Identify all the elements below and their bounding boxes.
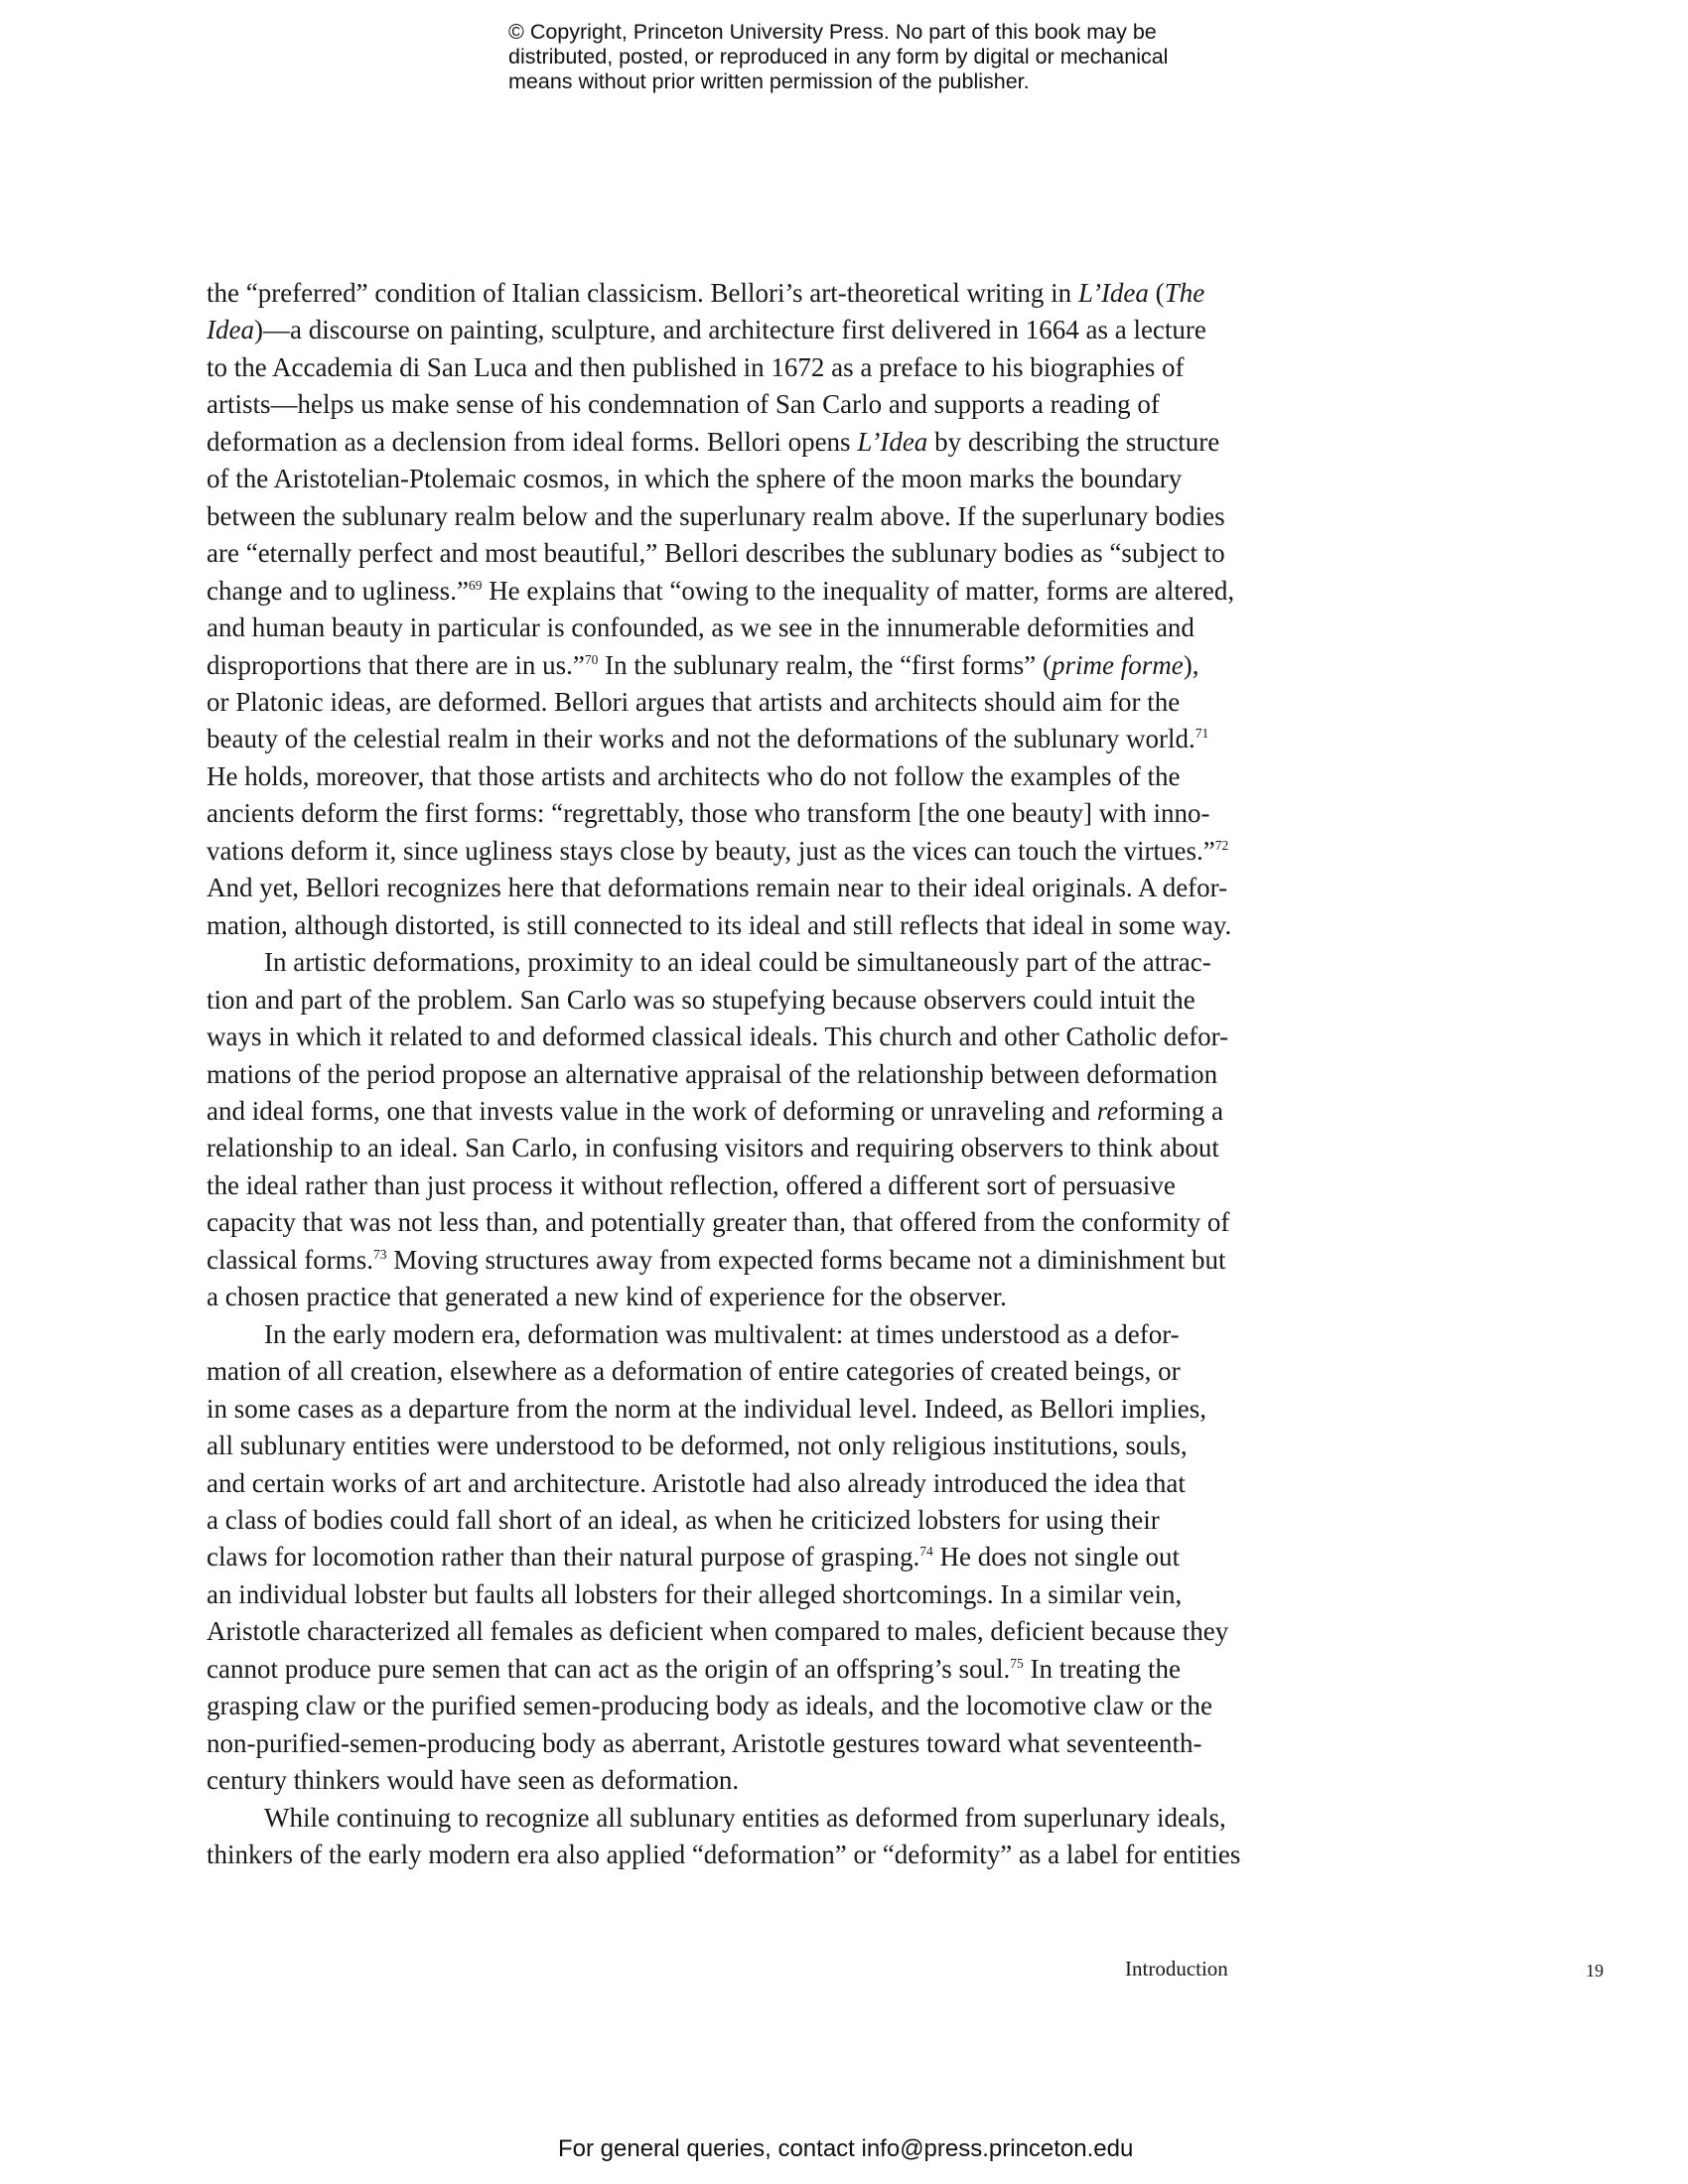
text-line [207, 721, 1259, 757]
text-line [207, 982, 1259, 1019]
text-run: non-purified-semen-producing body as aberrant, Aristotle gestures toward what seventeenth- [207, 1727, 1202, 1758]
text-run: and ideal forms, one that invests value in the work of deforming or unraveling and [207, 1095, 1097, 1126]
text-run: between the sublunary realm below and the superlunary realm above. If the superlunary bodies [207, 500, 1225, 531]
copyright-line: means without prior written permission of the publisher. [508, 69, 1030, 93]
text-line [207, 1204, 1259, 1241]
text-line [207, 1130, 1259, 1166]
text-line [207, 1762, 1259, 1799]
text-run: He explains that “owing to the inequality of matter, forms are altered, [482, 575, 1235, 606]
paragraph-first-line [207, 944, 1259, 981]
text-run: change and to ugliness.” [207, 575, 469, 606]
text-run: beauty of the celestial realm in their works and not the deformations of the sublunary world. [207, 724, 1196, 754]
footnote-reference: 73 [372, 1246, 387, 1262]
text-line [207, 1019, 1259, 1055]
text-line [207, 758, 1259, 795]
text-line [207, 1651, 1259, 1688]
copyright-line: distributed, posted, or reproduced in any form by digital or mechanical [508, 45, 1169, 68]
text-run: mations of the period propose an alternative appraisal of the relationship between deformation [207, 1058, 1218, 1089]
text-run: in some cases as a departure from the norm at the individual level. Indeed, as Bellori implies, [207, 1393, 1206, 1424]
text-run: are “eternally perfect and most beautiful,” Bellori describes the sublunary bodies as “subject to [207, 538, 1225, 569]
text-line [207, 1093, 1259, 1130]
text-run: artists—helps us make sense of his condemnation of San Carlo and supports a reading of [207, 389, 1160, 420]
text-run: or Platonic ideas, are deformed. Bellori argues that artists and architects should aim for the [207, 686, 1181, 717]
text-run: and certain works of art and architecture. Aristotle had also already introduced the idea that [207, 1467, 1186, 1498]
text-run: disproportions that there are in us.” [207, 649, 585, 680]
text-run: In treating the [1023, 1653, 1181, 1684]
text-run: mation, although distorted, is still connected to its ideal and still reflects that ideal in some way. [207, 909, 1232, 940]
italic-text: L’Idea [857, 426, 928, 457]
text-run: cannot produce pure semen that can act as the origin of an offspring’s soul. [207, 1653, 1011, 1684]
text-run: Aristotle characterized all females as deficient when compared to males, deficient because they [207, 1616, 1229, 1647]
text-run: century thinkers would have seen as deformation. [207, 1765, 740, 1796]
text-run: classical forms. [207, 1244, 373, 1275]
text-run: claws for locomotion rather than their natural purpose of grasping. [207, 1542, 920, 1572]
text-run: capacity that was not less than, and potentially greater than, that offered from the conformity of [207, 1207, 1230, 1238]
text-run: by describing the structure [927, 426, 1220, 457]
page-number: 19 [1586, 1961, 1604, 1980]
text-run: to the Accademia di San Luca and then published in 1672 as a preface to his biographies of [207, 351, 1185, 382]
text-line [207, 573, 1259, 610]
text-run: thinkers of the early modern era also applied “deformation” or “deformity” as a label for entities [207, 1840, 1241, 1870]
text-run: of the Aristotelian-Ptolemaic cosmos, in which the sphere of the moon marks the boundary [207, 464, 1183, 494]
text-line [207, 907, 1259, 944]
text-line [207, 1056, 1259, 1093]
running-head: Introduction [1125, 1957, 1228, 1980]
copyright-notice [508, 20, 1223, 94]
text-line [207, 1428, 1259, 1464]
text-run: relationship to an ideal. San Carlo, in confusing visitors and requiring observers to think about [207, 1133, 1219, 1163]
text-run: He does not single out [932, 1542, 1181, 1572]
text-run: tion and part of the problem. San Carlo was so stupefying because observers could intuit the [207, 984, 1196, 1015]
text-line [207, 1837, 1259, 1873]
text-line [207, 386, 1259, 423]
paragraph-first-line [207, 1800, 1259, 1837]
paragraph-first-line [207, 1316, 1259, 1353]
italic-text: L’Idea [1077, 278, 1149, 308]
text-run: )—a discourse on painting, sculpture, and architecture first delivered in 1664 as a lecture [253, 315, 1206, 345]
text-line [207, 275, 1259, 312]
footer-contact: For general queries, contact info@press.princeton.edu [558, 2135, 1134, 2162]
text-line [207, 1613, 1259, 1650]
text-line [207, 833, 1259, 870]
text-line [207, 1539, 1259, 1575]
italic-text: Idea [207, 315, 254, 345]
text-line [207, 870, 1259, 906]
text-run: vations deform it, since ugliness stays close by beauty, just as the vices can touch the virtues.” [207, 835, 1215, 866]
text-run: a class of bodies could fall short of an ideal, as when he criticized lobsters for using their [207, 1504, 1160, 1535]
footnote-reference: 69 [468, 577, 483, 593]
text-run: the ideal rather than just process it without reflection, offered a different sort of persuasive [207, 1169, 1176, 1200]
text-run: all sublunary entities were understood to be deformed, not only religious institutions, souls, [207, 1431, 1188, 1461]
text-line [207, 535, 1259, 572]
text-line [207, 1279, 1259, 1315]
footnote-reference: 72 [1214, 837, 1229, 853]
footnote-reference: 74 [919, 1544, 933, 1560]
text-run: He holds, moreover, that those artists and architects who do not follow the examples of the [207, 760, 1181, 791]
text-run: and human beauty in particular is confounded, as we see in the innumerable deformities and [207, 613, 1195, 643]
text-line [207, 795, 1259, 832]
footnote-reference: 71 [1195, 726, 1209, 742]
text-line [207, 461, 1259, 497]
text-run: an individual lobster but faults all lobsters for their alleged shortcomings. In a similar vein, [207, 1578, 1183, 1609]
text-run: the “preferred” condition of Italian classicism. Bellori’s art-theoretical writing in [207, 278, 1078, 308]
text-line [207, 1391, 1259, 1428]
text-run: a chosen practice that generated a new kind of experience for the observer. [207, 1282, 1007, 1312]
text-line [207, 1576, 1259, 1613]
body-text [207, 275, 1259, 1873]
text-line [207, 1465, 1259, 1502]
text-run: In the early modern era, deformation was multivalent: at times understood as a defor- [264, 1318, 1180, 1349]
text-run: Moving structures away from expected forms became not a diminishment but [386, 1244, 1226, 1275]
text-run: grasping claw or the purified semen-producing body as ideals, and the locomotive claw or the [207, 1691, 1212, 1721]
text-run: ), [1183, 649, 1199, 680]
text-line [207, 1353, 1259, 1390]
text-run: mation of all creation, elsewhere as a deformation of entire categories of created beings, or [207, 1356, 1181, 1387]
text-line [207, 610, 1259, 646]
text-line [207, 647, 1259, 684]
text-run: In artistic deformations, proximity to an ideal could be simultaneously part of the attrac- [264, 947, 1211, 978]
text-line [207, 312, 1259, 348]
text-line [207, 1688, 1259, 1724]
text-run: In the sublunary realm, the “first forms” ( [598, 649, 1053, 680]
text-line [207, 498, 1259, 535]
text-run: forming a [1118, 1095, 1223, 1126]
footnote-reference: 75 [1010, 1655, 1024, 1671]
footnote-reference: 70 [584, 651, 599, 667]
text-run: While continuing to recognize all sublunary entities as deformed from superlunary ideals, [264, 1802, 1226, 1833]
italic-text: The [1164, 278, 1205, 308]
text-line [207, 1502, 1259, 1539]
text-run: ancients deform the first forms: “regrettably, those who transform [the one beauty] with inno- [207, 798, 1210, 829]
text-line [207, 1725, 1259, 1762]
text-line [207, 684, 1259, 721]
text-run: deformation as a declension from ideal forms. Bellori opens [207, 426, 858, 457]
copyright-line: © Copyright, Princeton University Press. No part of this book may be [508, 20, 1157, 44]
text-run: ( [1148, 278, 1165, 308]
text-line [207, 1167, 1259, 1204]
text-line [207, 424, 1259, 461]
text-line [207, 349, 1259, 386]
italic-text: re [1096, 1095, 1119, 1126]
text-line [207, 1242, 1259, 1279]
italic-text: prime forme [1052, 649, 1184, 680]
text-run: And yet, Bellori recognizes here that deformations remain near to their ideal originals. A defor- [207, 873, 1228, 903]
text-run: ways in which it related to and deformed classical ideals. This church and other Catholic defor- [207, 1022, 1229, 1052]
